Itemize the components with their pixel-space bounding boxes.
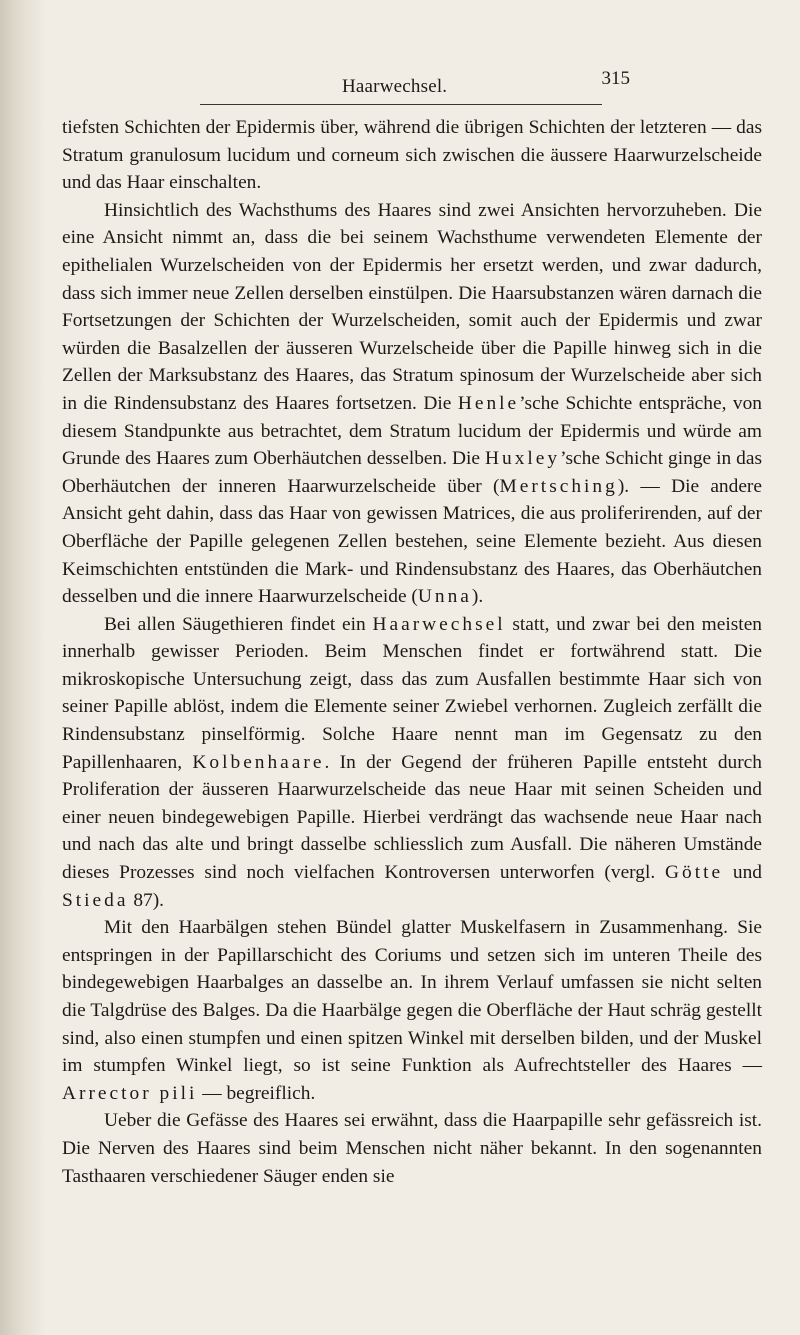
text-run: Bei allen Säugethieren findet ein [104,613,373,635]
page-number: 315 [601,68,630,89]
text-run: ). [471,586,484,608]
spaced-name: Mertsching [499,475,618,497]
text-run: statt, und zwar bei den meisten innerhalb gewisser Perioden. Beim Menschen findet er fortwährend statt. Die mikroskopische Untersuchung zeigt, dass das zum Ausfallen bestimmte Haar sich von seiner Papille ablöst, indem die Elemente seiner Zwiebel verhornen. Zugleich zerfällt die Rindensubstanz pinselförmig. Solche Haare nennt man im Gegensatz zu den Papillenhaaren, [62,613,762,773]
text-run: Mit den Haarbälgen stehen Bündel glatter Muskelfasern in Zusammenhang. Sie entspringen in der Papillarschicht des Coriums und setzen sich im unteren Theile des bindegewebigen Haarbalges an dasselbe an. In ihrem Verlauf umfassen sie nicht selten die Talgdrüse des Balges. Da die Haarbälge gegen die Oberfläche der Haut schräg gestellt sind, also einen stumpfen und einen spitzen Winkel mit derselben bilden, und der Muskel im stumpfen Winkel liegt, so ist seine Funktion als Aufrechtsteller des Haares — [62,917,762,1077]
paragraph [62,1107,762,1190]
text-run: — begreiflich. [197,1082,316,1104]
text-run: ’sche Schichte entspräche, von diesem Standpunkte aus betrachtet, dem Stratum lucidum der Epidermis und würde am Grunde des Haares zum Oberhäutchen desselben. Die [62,392,762,470]
spaced-name: Stieda [62,889,129,911]
spaced-name: Henle [457,392,520,414]
paragraph [62,611,762,915]
text-run: tiefsten Schichten der Epidermis über, während die übrigen Schichten der letzteren — das Stratum granulosum lucidum und corneum sich zwischen die äussere Haarwurzelscheide und das Haar einschalten. [62,117,762,194]
paragraph [62,197,762,611]
text-run: ). — Die andere Ansicht geht dahin, dass das Haar von gewissen Matrices, die aus proliferirenden, auf der Oberfläche der Papille gelegenen Zellen bestehen, seine Elemente bezieht. Aus diesen Keimschichten entstünden die Mark- und Rindensubstanz des Haares, das Oberhäutchen desselben und die innere Haarwurzelscheide ( [62,475,762,608]
spaced-name: Huxley [485,448,561,470]
page-edge-shadow [0,0,46,1335]
page-header [200,68,630,105]
running-title: Haarwechsel. [342,76,448,97]
spaced-name: Unna [417,586,472,608]
spaced-name: Haarwechsel [372,613,506,635]
text-run: Hinsichtlich des Wachsthums des Haares sind zwei Ansichten hervorzuheben. Die eine Ansicht nimmt an, dass die bei seinem Wachsthume verwendeten Elemente der epithelialen Wurzelscheiden von der Epidermis her ersetzt werden, und zwar dadurch, dass sich immer neue Zellen derselben einstülpen. Die Haarsubstanzen wären darnach die Fortsetzungen der Schichten der Wurzelscheiden, somit auch der Epidermis und zwar würden die Basalzellen der äusseren Wurzelscheide über die Papille hinweg sich in die Zellen der Marksubstanz des Haares, das Stratum spinosum der Wurzelscheide aber sich in die Rindensubstanz des Haares fortsetzen. Die [62,199,762,414]
text-run: und [723,862,762,884]
body-text [62,114,762,1190]
text-run: ’sche Schicht ginge in das Oberhäutchen der inneren Haarwurzelscheide über ( [62,448,762,497]
text-run: . In der Gegend der früheren Papille entsteht durch Proliferation der äusseren Haarwurzelscheide das neue Haar mit seinen Scheiden und einer neuen bindegewebigen Papille. Hierbei verdrängt das wachsende neue Haar nach und nach das alte und bringt dasselbe schliesslich zum Ausfall. Die näheren Umstände dieses Prozesses sind noch vielfachen Kontroversen unterworfen (vergl. [62,751,762,884]
paragraph [62,114,762,197]
text-run: 87). [128,889,165,911]
paragraph [62,914,762,1107]
spaced-name: Kolbenhaare [192,751,325,773]
spaced-name: Arrector pili [62,1082,198,1104]
spaced-name: Götte [665,862,724,884]
text-run: Ueber die Gefässe des Haares sei erwähnt, dass die Haarpapille sehr gefässreich ist. Die Nerven des Haares sind beim Menschen nicht näher bekannt. In den sogenannten Tasthaaren verschiedener Säuger enden sie [62,1110,762,1187]
